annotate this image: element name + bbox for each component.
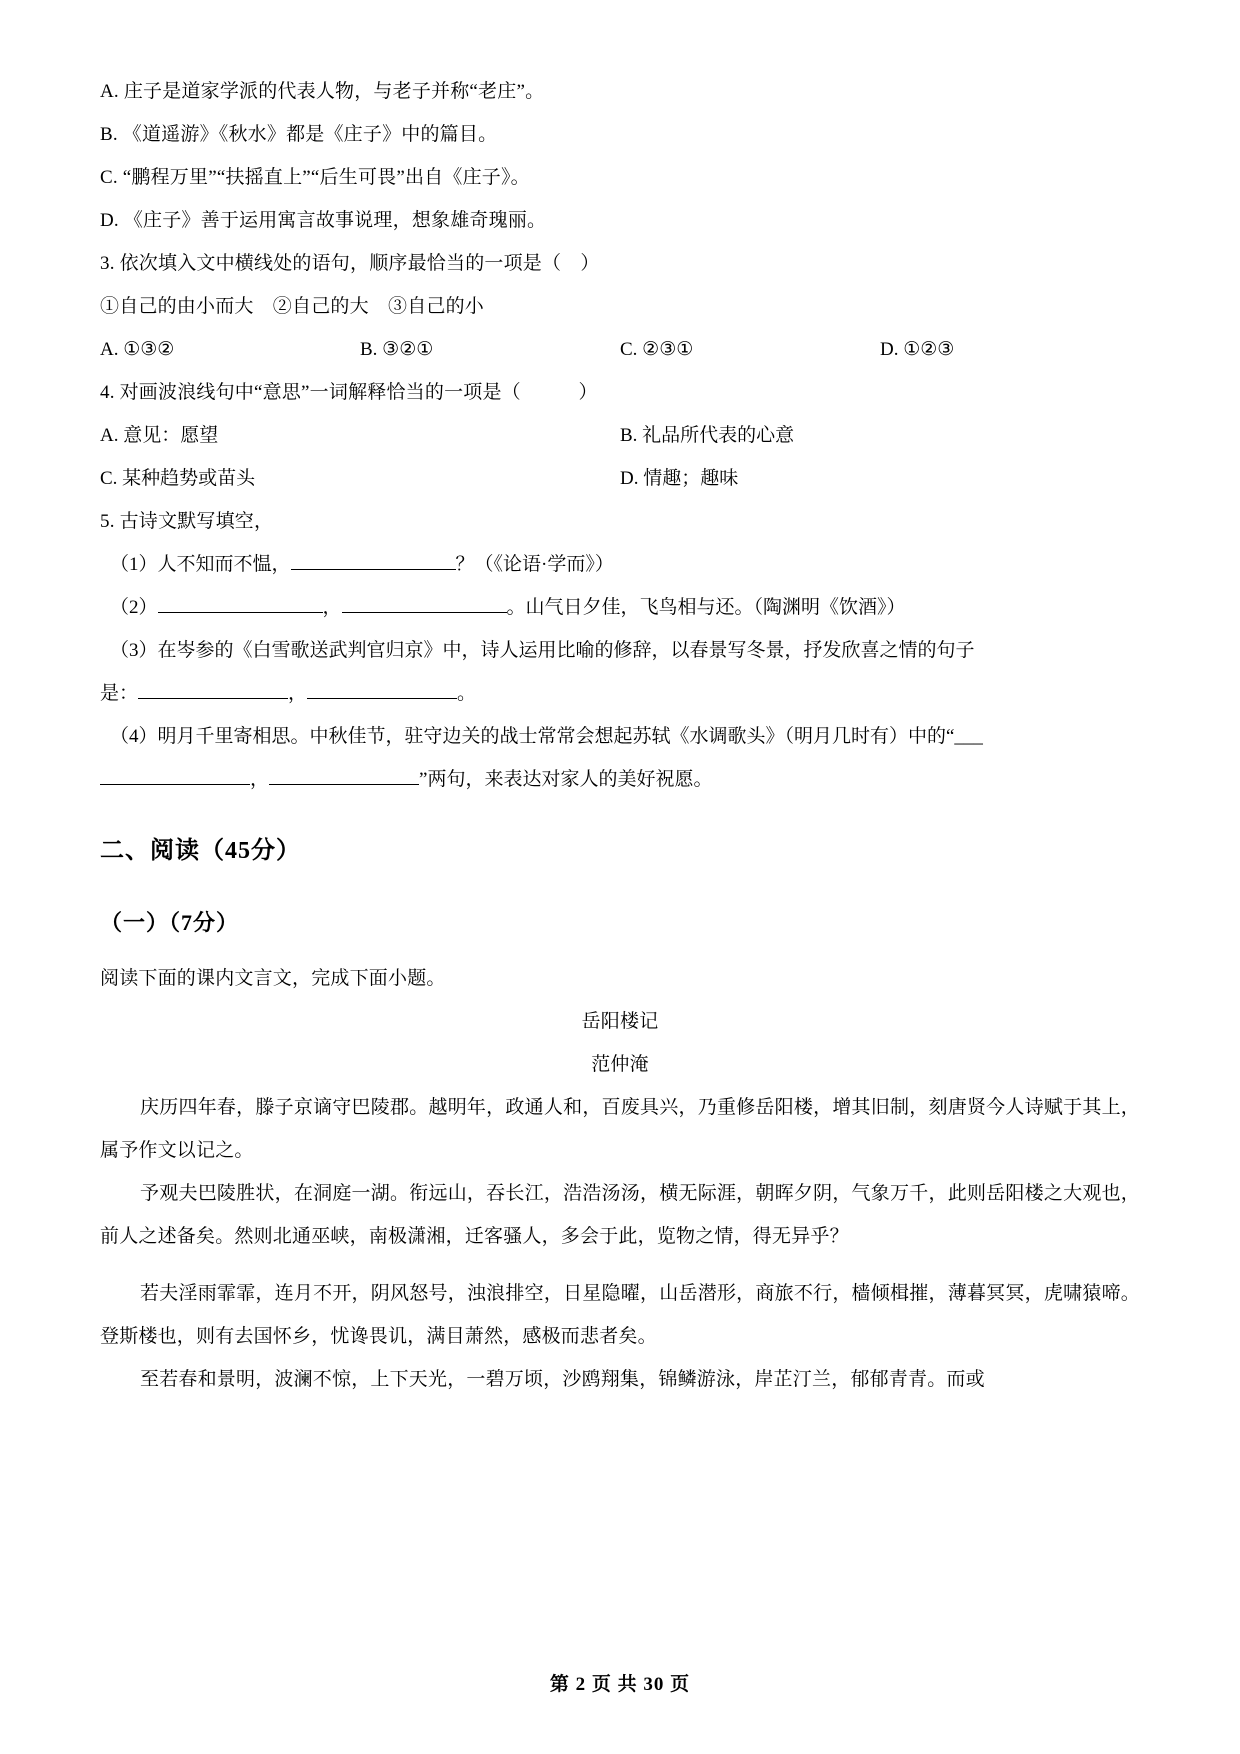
question-3-options [100, 328, 1140, 371]
q5-item4-suffix: ”两句，来表达对家人的美好祝愿。 [419, 769, 713, 790]
question-5-item-2 [100, 586, 1140, 629]
passage-paragraph-4: 至若春和景明，波澜不惊，上下天光，一碧万顷，沙鸥翔集，锦鳞游泳，岸芷汀兰，郁郁青青。而或 [140, 1369, 985, 1390]
fill-blank[interactable] [158, 594, 323, 613]
q2-option-c: C. “鹏程万里”“扶摇直上”“后生可畏”出自《庄子》。 [100, 167, 530, 188]
fill-blank[interactable] [307, 680, 457, 699]
fill-blank[interactable] [342, 594, 507, 613]
q5-item1-suffix: ？（《论语·学而》） [455, 554, 614, 575]
page-footer: 第 2 页 共 30 页 [549, 1674, 691, 1695]
reading-instruction: 阅读下面的课内文言文，完成下面小题。 [100, 968, 446, 989]
q5-item1-prefix: （1）人不知而不愠， [110, 554, 291, 575]
question-5-item-1 [100, 543, 1140, 586]
q5-item2-suffix: 。山气日夕佳，飞鸟相与还。（陶渊明《饮酒》） [506, 597, 906, 618]
passage-paragraph-3: 若夫淫雨霏霏，连月不开，阴风怒号，浊浪排空，日星隐曜，山岳潜形，商旅不行，樯倾楫摧，薄暮冥冥，虎啸猿啼。登斯楼也，则有去国怀乡，忧谗畏讥，满目萧然，感极而悲者矣。 [100, 1283, 1140, 1347]
q5-item3-prefix: 是： [100, 683, 139, 704]
question-4-options-row1 [100, 414, 1140, 457]
question-5-item-4-line2 [100, 758, 1140, 801]
q4-option-c[interactable]: C. 某种趋势或苗头 [100, 468, 256, 489]
question-5-item-3-line1: （3）在岑参的《白雪歌送武判官归京》中，诗人运用比喻的修辞，以春景写冬景，抒发欣喜之情的句子 [110, 640, 975, 661]
q2-option-a: A. 庄子是道家学派的代表人物，与老子并称“老庄”。 [100, 81, 545, 102]
q3-option-c[interactable]: C. ②③① [620, 339, 694, 360]
q5-item2-prefix: （2） [110, 597, 158, 618]
q4-option-d[interactable]: D. 情趣；趣味 [620, 468, 739, 489]
question-4-stem: 4. 对画波浪线句中“意思”一词解释恰当的一项是（ ） [100, 382, 598, 403]
fill-blank[interactable] [100, 766, 250, 785]
question-3-items: ①自己的由小而大 ②自己的大 ③自己的小 [100, 296, 485, 317]
q5-item4-comma: ， [250, 769, 270, 790]
fill-blank[interactable] [138, 680, 288, 699]
passage-author: 范仲淹 [591, 1054, 649, 1075]
question-4-options-row2 [100, 457, 1140, 500]
q3-option-b[interactable]: B. ③②① [360, 339, 434, 360]
question-5-item-3-line2 [100, 672, 1140, 715]
passage-paragraph-1: 庆历四年春，滕子京谪守巴陵郡。越明年，政通人和，百废具兴，乃重修岳阳楼，增其旧制，刻唐贤今人诗赋于其上，属予作文以记之。 [100, 1097, 1140, 1161]
section-2-title: 二、阅读（45分） [100, 838, 301, 864]
q2-option-d: D. 《庄子》善于运用寓言故事说理，想象雄奇瑰丽。 [100, 210, 547, 231]
q5-item2-comma: ， [322, 597, 342, 618]
spacer [100, 943, 1140, 957]
q4-option-b[interactable]: B. 礼品所代表的心意 [620, 425, 795, 446]
spacer [100, 1258, 1140, 1272]
q4-option-a[interactable]: A. 意见：愿望 [100, 425, 219, 446]
q3-option-d[interactable]: D. ①②③ [880, 339, 955, 360]
q2-option-b: B. 《道遥游》《秋水》都是《庄子》中的篇目。 [100, 124, 498, 145]
section-2-part-1-title: （一）（7分） [100, 910, 240, 935]
fill-blank[interactable] [269, 766, 419, 785]
q3-option-a[interactable]: A. ①③② [100, 339, 175, 360]
passage-title: 岳阳楼记 [581, 1011, 659, 1032]
question-3-stem: 3. 依次填入文中横线处的语句，顺序最恰当的一项是（ ） [100, 253, 600, 274]
question-5-stem: 5. 古诗文默写填空， [100, 511, 274, 532]
q5-item3-suffix: 。 [457, 683, 477, 704]
fill-blank[interactable] [291, 551, 456, 570]
question-5-item-4-line1: （4）明月千里寄相思。中秋佳节，驻守边关的战士常常会想起苏轼《水调歌头》（明月几时有）中的“___ [110, 726, 983, 747]
passage-paragraph-2: 予观夫巴陵胜状，在洞庭一湖。衔远山，吞长江，浩浩汤汤，横无际涯，朝晖夕阴，气象万千，此则岳阳楼之大观也，前人之述备矣。然则北通巫峡，南极潇湘，迁客骚人，多会于此，览物之情，得无异乎？ [100, 1183, 1140, 1247]
q5-item3-comma: ， [288, 683, 308, 704]
